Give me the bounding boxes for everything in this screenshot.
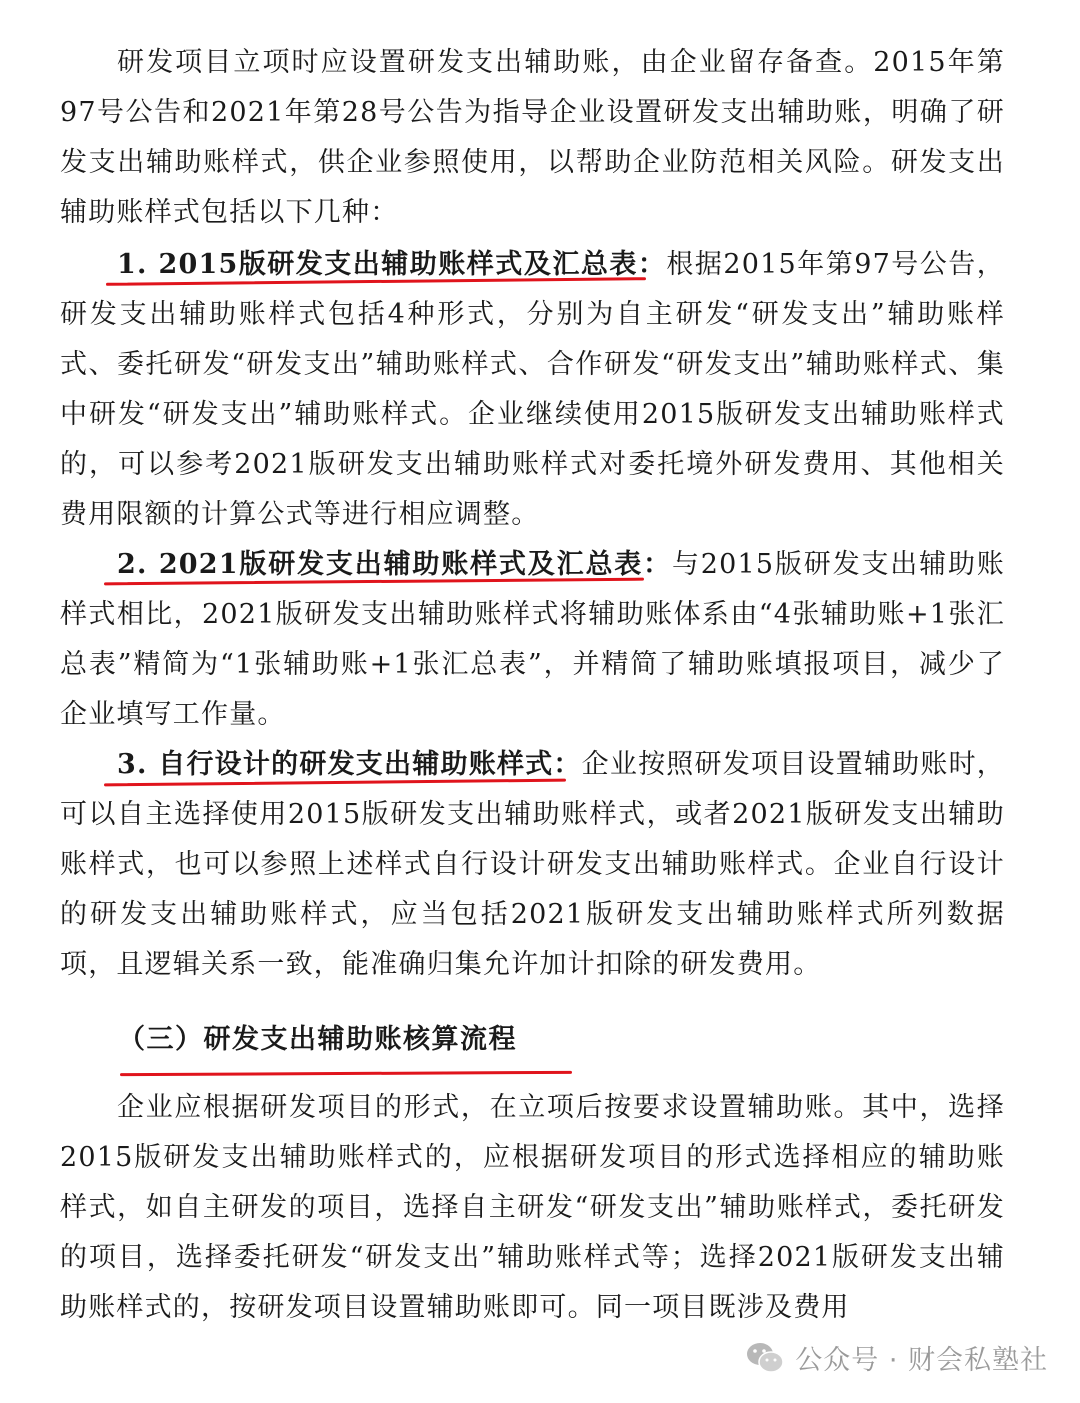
paragraph-2021-style	[60, 540, 1005, 740]
item-title-2021: 2. 2021版研发支出辅助账样式及汇总表：	[117, 549, 672, 580]
item-body-2021: 与2015版研发支出辅助账样式相比，2021版研发支出辅助账样式将辅助账体系由“4张辅助账+1张汇总表”精简为“1张辅助账+1张汇总表”，并精简了辅助账填报项目，减少了企业填写工作量。	[60, 549, 1005, 730]
item-body-2015: 根据2015年第97号公告，研发支出辅助账样式包括4种形式，分别为自主研发“研发支出”辅助账样式、委托研发“研发支出”辅助账样式、合作研发“研发支出”辅助账样式、集中研发“研发支出”辅助账样式。企业继续使用2015版研发支出辅助账样式的，可以参考2021版研发支出辅助账样式对委托境外研发费用、其他相关费用限额的计算公式等进行相应调整。	[60, 249, 1005, 530]
paragraph-custom-style	[60, 740, 1005, 990]
paragraph-process-text: 企业应根据研发项目的形式，在立项后按要求设置辅助账。其中，选择2015版研发支出辅助账样式的，应根据研发项目的形式选择相应的辅助账样式，如自主研发的项目，选择自主研发“研发支出”辅助账样式，委托研发的项目，选择委托研发“研发支出”辅助账样式等；选择2021版研发支出辅助账样式的，按研发项目设置辅助账即可。同一项目既涉及费用	[60, 1092, 1005, 1323]
item-title-custom: 3. 自行设计的研发支出辅助账样式：	[117, 749, 582, 780]
item-body-custom: 企业按照研发项目设置辅助账时，可以自主选择使用2015版研发支出辅助账样式，或者2021版研发支出辅助账样式，也可以参照上述样式自行设计研发支出辅助账样式。企业自行设计的研发支出辅助账样式，应当包括2021版研发支出辅助账样式所列数据项，且逻辑关系一致，能准确归集允许加计扣除的研发费用。	[60, 749, 1006, 980]
wechat-icon	[745, 1341, 785, 1375]
watermark-text: 公众号 · 财会私塾社	[795, 1345, 1048, 1376]
item-title-2015: 1. 2015版研发支出辅助账样式及汇总表：	[117, 249, 667, 280]
paragraph-intro	[60, 38, 1005, 238]
annotation-underline-heading	[120, 1071, 572, 1076]
paragraph-2015-style	[60, 240, 1005, 540]
paragraph-process	[60, 1083, 1005, 1333]
watermark	[745, 1338, 1048, 1377]
section-heading-3: （三）研发支出辅助账核算流程	[118, 1024, 517, 1055]
paragraph-intro-text: 研发项目立项时应设置研发支出辅助账，由企业留存备查。2015年第97号公告和2021年第28号公告为指导企业设置研发支出辅助账，明确了研发支出辅助账样式，供企业参照使用，以帮助企业防范相关风险。研发支出辅助账样式包括以下几种：	[60, 47, 1005, 228]
